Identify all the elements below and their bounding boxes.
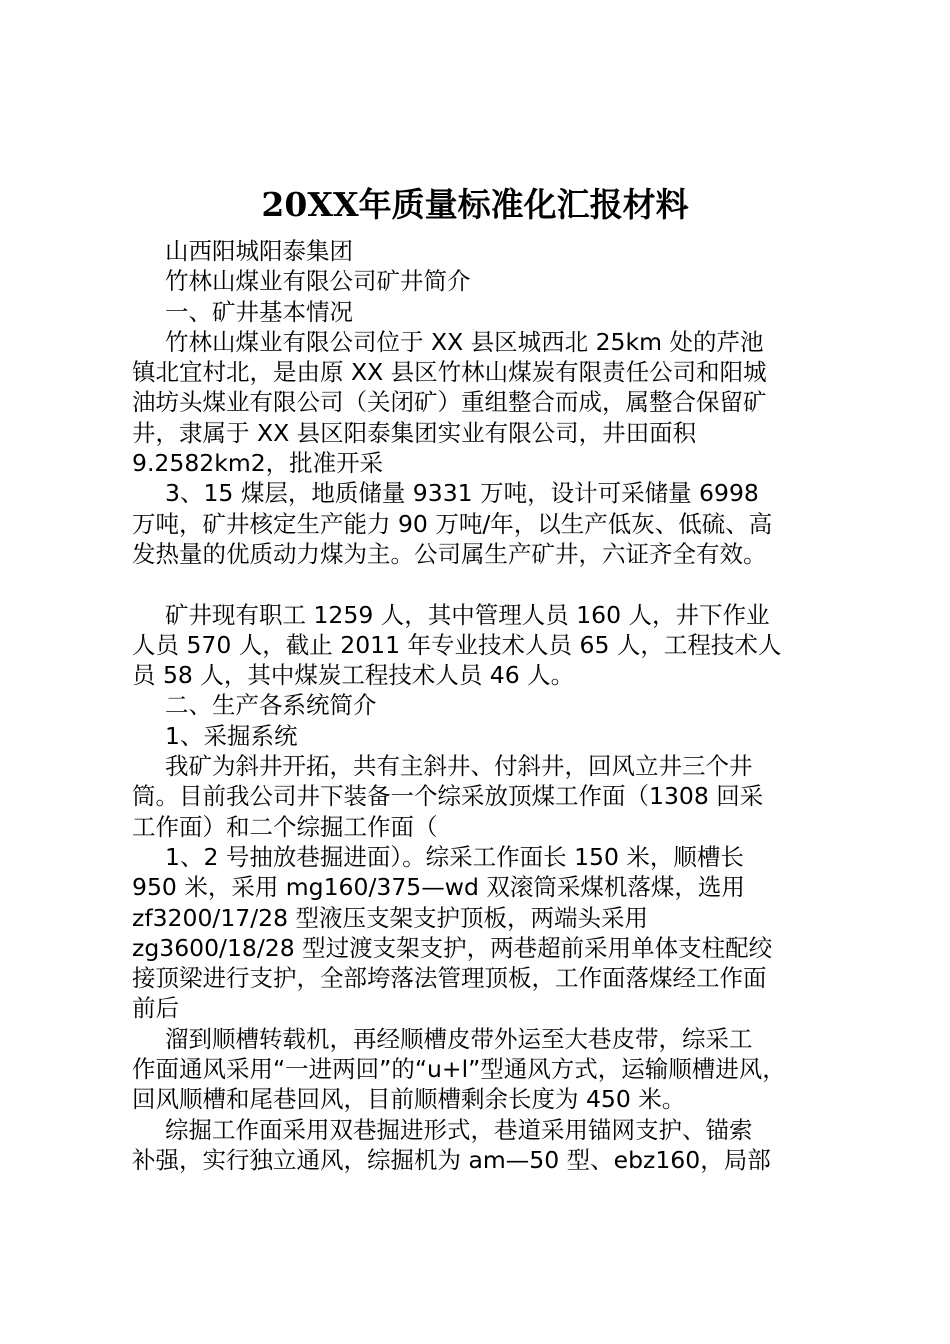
paragraph-line: 回风顺槽和尾巷回风，目前顺槽剩余长度为 450 米。: [132, 1085, 686, 1114]
paragraph-line: 综掘工作面采用双巷掘进形式，巷道采用锚网支护、锚索: [165, 1115, 753, 1144]
subtitle-line: 竹林山煤业有限公司矿井简介: [165, 267, 471, 296]
title-year: 20XX: [261, 185, 359, 224]
paragraph-line: 镇北宜村北，是由原 XX 县区竹林山煤炭有限责任公司和阳城: [132, 358, 767, 387]
paragraph-line: zf3200/17/28 型液压支架支护顶板，两端头采用: [132, 903, 649, 932]
subsection-heading: 1、采掘系统: [165, 721, 298, 750]
paragraph-line: 筒。目前我公司井下装备一个综采放顶煤工作面（1308 回采: [132, 782, 764, 811]
paragraph-line: 油坊头煤业有限公司（关闭矿）重组整合而成，属整合保留矿: [132, 388, 767, 417]
section-heading-1: 一、矿井基本情况: [165, 297, 353, 326]
paragraph-line: 人员 570 人，截止 2011 年专业技术人员 65 人，工程技术人: [132, 630, 782, 659]
paragraph-line: 我矿为斜井开拓，共有主斜井、付斜井，回风立井三个井: [165, 752, 753, 781]
section-heading-2: 二、生产各系统简介: [165, 691, 377, 720]
paragraph-line: 万吨，矿井核定生产能力 90 万吨/年，以生产低灰、低硫、高: [132, 509, 773, 538]
blank-line: [132, 569, 832, 599]
paragraph-line: 溜到顺槽转载机，再经顺槽皮带外运至大巷皮带，综采工: [165, 1024, 753, 1053]
paragraph-line: zg3600/18/28 型过渡支架支护，两巷超前采用单体支柱配绞: [132, 933, 773, 962]
paragraph-line: 补强，实行独立通风，综掘机为 am—50 型、ebz160，局部: [132, 1145, 771, 1174]
paragraph-line: 工作面）和二个综掘工作面（: [132, 812, 438, 841]
paragraph-line: 井，隶属于 XX 县区阳泰集团实业有限公司，井田面积: [132, 418, 697, 447]
paragraph-line: 前后: [132, 994, 179, 1023]
paragraph-line: 950 米，采用 mg160/375—wd 双滚筒采煤机落煤，选用: [132, 873, 745, 902]
paragraph-line: 9.2582km2，批准开采: [132, 449, 384, 478]
paragraph-line: 作面通风采用“一进两回”的“u+l”型通风方式，运输顺槽进风，: [132, 1055, 786, 1084]
paragraph-line: 1、2 号抽放巷掘进面）。综采工作面长 150 米，顺槽长: [165, 842, 744, 871]
paragraph-line: 3、15 煤层，地质储量 9331 万吨，设计可采储量 6998: [165, 479, 759, 508]
document-body: [132, 236, 832, 1175]
paragraph-line: 接顶梁进行支护，全部垮落法管理顶板，工作面落煤经工作面: [132, 964, 767, 993]
document-title: [0, 183, 950, 227]
org-line: 山西阳城阳泰集团: [165, 237, 353, 265]
paragraph-line: 矿井现有职工 1259 人，其中管理人员 160 人，井下作业: [165, 600, 770, 629]
paragraph-line: 竹林山煤业有限公司位于 XX 县区城西北 25km 处的芹池: [165, 327, 764, 356]
paragraph-line: 发热量的优质动力煤为主。公司属生产矿井，六证齐全有效。: [132, 539, 767, 568]
title-text: 年质量标准化汇报材料: [358, 185, 689, 224]
paragraph-line: 员 58 人，其中煤炭工程技术人员 46 人。: [132, 661, 575, 690]
